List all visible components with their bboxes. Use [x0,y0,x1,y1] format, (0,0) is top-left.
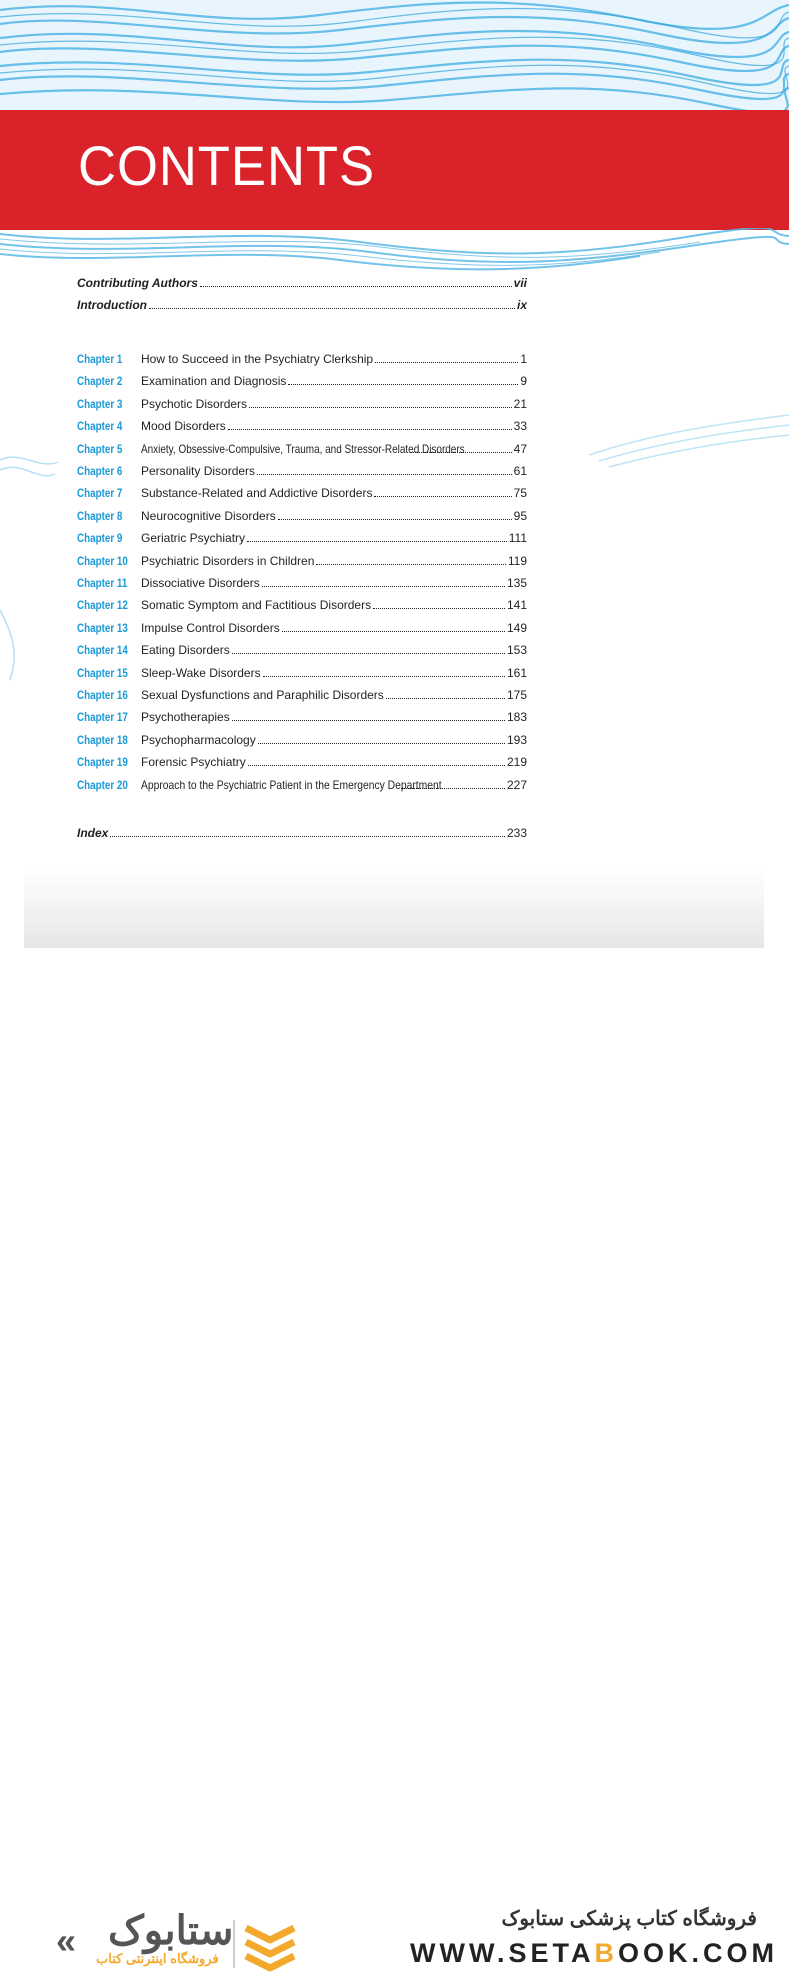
toc-page: 175 [506,688,527,702]
dot-leader [257,464,512,475]
toc-title: Somatic Symptom and Factitious Disorders [141,598,372,613]
dot-leader [262,576,505,587]
title-banner [0,110,789,230]
store-url-link[interactable] [410,1938,778,1969]
toc-page: vii [513,276,527,290]
toc-page: 111 [508,531,527,546]
dot-leader [278,509,512,520]
toc-page: 161 [506,665,527,680]
chapter-label: Chapter 7 [77,486,123,501]
logo-wordmark: ستابوک [108,1909,234,1953]
chapter-label: Chapter 17 [77,710,128,725]
logo-arrows-icon: « [56,1920,77,1961]
chapter-label: Chapter 8 [77,508,123,523]
wave-pattern-right [589,395,789,475]
chapter-label: Chapter 14 [77,643,128,658]
toc-title: Dissociative Disorders [141,576,260,590]
toc-title: Examination and Diagnosis [141,374,287,389]
url-prefix: WWW.SETA [410,1938,595,1968]
wave-pattern-band [0,228,789,278]
dot-leader [228,419,512,430]
chapter-label: Chapter 5 [77,441,123,456]
logo-subtitle: فروشگاه اینترنتی کتاب [96,1951,219,1966]
toc-page: 33 [513,419,527,434]
page-shadow [24,870,764,948]
toc-page: 227 [506,777,527,792]
toc-title: Neurocognitive Disorders [141,508,276,523]
chapter-label: Chapter 10 [77,553,128,568]
toc-title: Introduction [77,298,147,312]
chapter-label: Chapter 6 [77,464,123,478]
toc-page: 95 [513,508,527,523]
toc-page: 119 [507,553,527,568]
dot-leader [232,643,505,654]
toc-title: Contributing Authors [77,276,198,290]
toc-page: 149 [506,620,527,635]
toc-page: 233 [506,826,527,840]
toc-title: Geriatric Psychiatry [141,531,246,546]
toc-page: 193 [506,732,527,747]
toc-page: 183 [506,710,527,725]
chapter-label: Chapter 13 [77,620,128,635]
chapter-label: Chapter 3 [77,396,123,411]
toc-page: 153 [506,643,527,658]
url-suffix: OOK.COM [617,1938,778,1968]
dot-leader [373,598,505,609]
toc-title: Sleep-Wake Disorders [141,665,261,680]
dot-leader [282,621,505,632]
toc-title: Substance-Related and Addictive Disorders [141,486,373,501]
toc-title: Mood Disorders [141,419,226,434]
dot-leader [110,826,505,837]
toc-page: 75 [513,486,527,501]
toc-title: Psychotic Disorders [141,396,248,411]
toc-title: Approach to the Psychiatric Patient in the Emergency Department [141,777,442,792]
toc-page: 135 [506,576,527,590]
dot-leader [249,397,512,408]
toc-title: Psychotherapies [141,710,230,725]
dot-leader [232,710,505,721]
chapter-label: Chapter 19 [77,755,128,770]
toc-page: 47 [513,441,527,456]
page-title: CONTENTS [78,134,376,197]
toc-title: How to Succeed in the Psychiatry Clerkship [141,352,374,366]
toc-page: 21 [513,396,527,411]
footer-banner [0,948,789,1968]
toc-page: 9 [520,374,527,389]
dot-leader [149,298,515,309]
dot-leader [200,276,512,287]
chapter-label: Chapter 1 [77,352,123,366]
toc-title: Impulse Control Disorders [141,620,280,635]
book-stack-icon [230,1916,302,1972]
chapter-label: Chapter 12 [77,598,128,613]
toc-title: Psychopharmacology [141,732,256,747]
chapter-label: Chapter 15 [77,665,128,680]
dot-leader [316,554,505,565]
chapter-label: Chapter 4 [77,419,123,434]
dot-leader [288,374,518,385]
dot-leader [386,688,505,699]
chapter-label: Chapter 20 [77,777,128,792]
toc-page: ix [516,298,527,312]
toc-title: Sexual Dysfunctions and Paraphilic Disorders [141,688,384,702]
wave-pattern-top [0,0,789,112]
dot-leader [247,531,507,542]
chapter-label: Chapter 11 [77,576,128,590]
toc-title: Index [77,826,109,840]
store-name: فروشگاه کتاب پزشکی ستابوک [501,1908,757,1930]
toc-title: Anxiety, Obsessive-Compulsive, Trauma, and Stressor-Related Disorders [141,441,465,456]
dot-leader [263,666,505,677]
dot-leader [374,486,511,497]
toc-page: 61 [513,464,527,478]
toc-title: Forensic Psychiatry [141,755,246,770]
toc-title: Psychiatric Disorders in Children [141,553,315,568]
dot-leader [248,755,505,766]
dot-leader [375,352,518,363]
wave-pattern-left [0,400,60,700]
toc-page: 1 [520,352,527,366]
chapter-label: Chapter 9 [77,531,123,546]
dot-leader [258,733,505,744]
toc-page: 219 [506,755,527,770]
chapter-label: Chapter 16 [77,688,128,702]
toc-title: Personality Disorders [141,464,256,478]
url-highlight: B [594,1938,618,1968]
toc-title: Eating Disorders [141,643,230,658]
toc-page: 141 [506,598,527,613]
chapter-label: Chapter 18 [77,732,128,747]
chapter-label: Chapter 2 [77,374,123,389]
